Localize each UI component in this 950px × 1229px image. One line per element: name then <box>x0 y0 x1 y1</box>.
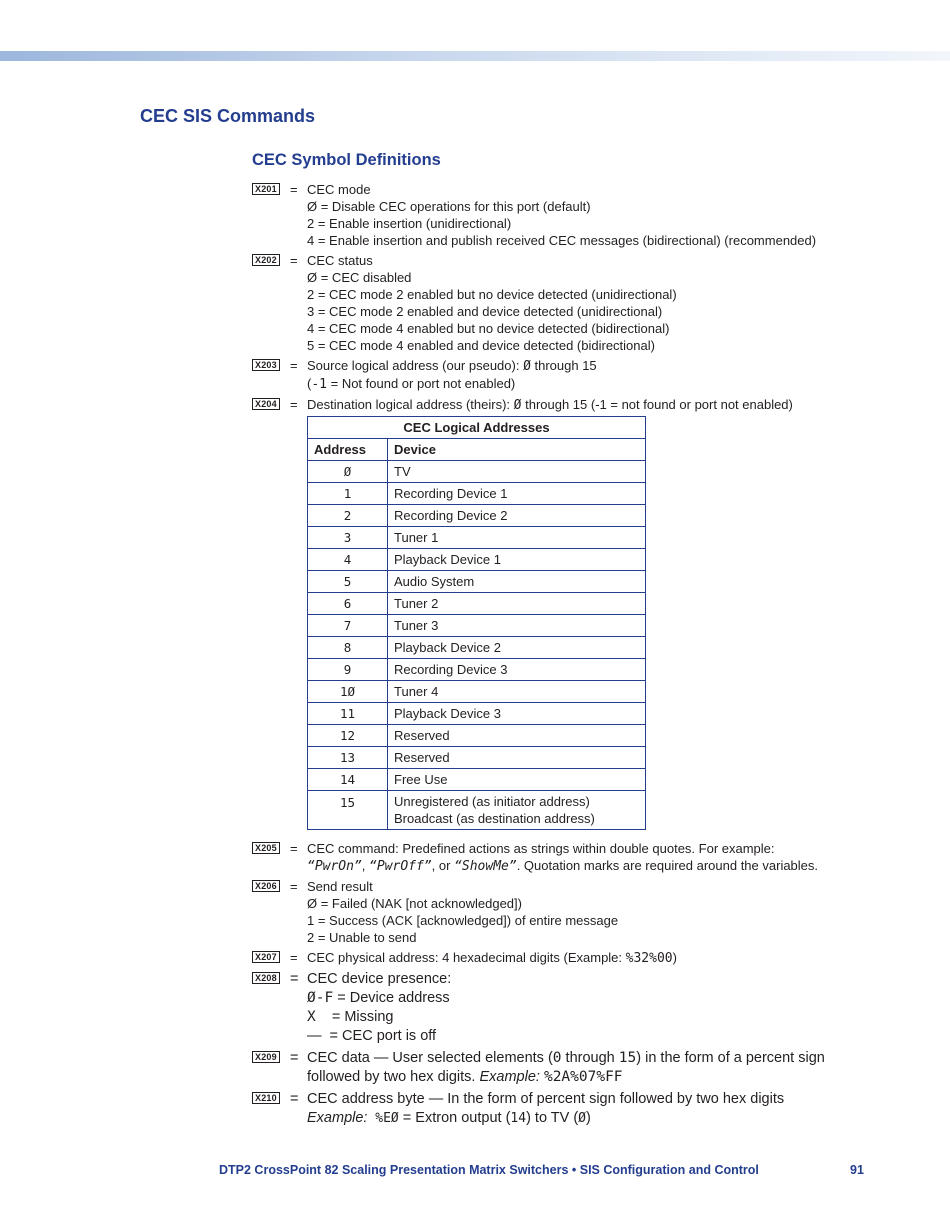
def-line <box>307 989 892 1008</box>
def-line: 4 = Enable insertion and publish received CEC messages (bidirectional) (recommended) <box>307 233 817 248</box>
def-text: ) to TV ( <box>526 1110 579 1126</box>
def-line: 4 = CEC mode 4 enabled but no device detected (bidirectional) <box>307 321 670 336</box>
table-row <box>308 571 646 593</box>
def-line: 1 = Success (ACK [acknowledged]) of entire message <box>307 913 619 928</box>
def-code: -1 <box>311 377 327 392</box>
symbol-tag: X209 <box>252 1051 280 1063</box>
device-cell: Reserved <box>388 747 646 769</box>
def-text: through 15 <box>530 358 597 373</box>
equals-sign: = <box>290 841 298 856</box>
def-text: ) <box>586 1110 591 1126</box>
device-line: Unregistered (as initiator address) <box>394 794 590 809</box>
def-code: — <box>307 1028 322 1044</box>
def-text: = Missing <box>315 1009 394 1025</box>
table-body <box>308 461 646 830</box>
symbol-tag: X204 <box>252 398 280 410</box>
table-row <box>308 505 646 527</box>
def-line: 2 = CEC mode 2 enabled but no device detected (unidirectional) <box>307 287 677 302</box>
column-header-address: Address <box>308 439 388 461</box>
page-number: 91 <box>850 1163 864 1177</box>
def-x202 <box>252 252 892 354</box>
def-code: Ø <box>578 1111 586 1126</box>
table-row <box>308 527 646 549</box>
def-line <box>307 1027 892 1046</box>
def-x205 <box>252 840 892 875</box>
device-cell: TV <box>388 461 646 483</box>
address-cell: 14 <box>308 769 388 791</box>
equals-sign: = <box>290 879 298 894</box>
def-text: , or <box>431 858 455 873</box>
address-cell: 8 <box>308 637 388 659</box>
def-x203 <box>252 357 892 393</box>
device-cell: Audio System <box>388 571 646 593</box>
device-cell: Tuner 4 <box>388 681 646 703</box>
def-text: ( <box>307 376 312 391</box>
table-row <box>308 703 646 725</box>
table-row <box>308 769 646 791</box>
address-cell: 7 <box>308 615 388 637</box>
def-text: = Not found or port not enabled) <box>327 376 516 391</box>
def-text: ) in the form of a percent sign <box>636 1050 825 1066</box>
address-cell: 1Ø <box>308 681 388 703</box>
def-line <box>307 1008 892 1027</box>
def-x209 <box>252 1049 892 1087</box>
def-line <box>307 375 892 393</box>
def-line: Ø = Disable CEC operations for this port (default) <box>307 199 591 214</box>
equals-sign: = <box>290 397 298 412</box>
def-title: CEC command: Predefined actions as strings within double quotes. For example: <box>307 841 775 856</box>
def-text: , <box>361 858 370 873</box>
symbol-tag: X210 <box>252 1092 280 1104</box>
address-cell: 4 <box>308 549 388 571</box>
def-x210 <box>252 1090 892 1128</box>
def-code: %2A%07%FF <box>543 1069 623 1085</box>
table-row <box>308 681 646 703</box>
device-cell: Playback Device 2 <box>388 637 646 659</box>
address-cell: 11 <box>308 703 388 725</box>
def-line <box>307 1109 892 1128</box>
def-text: Example: <box>479 1069 540 1085</box>
def-code: 14 <box>510 1111 527 1126</box>
def-title: CEC mode <box>307 182 371 197</box>
def-title: Send result <box>307 879 373 894</box>
address-cell: 1 <box>308 483 388 505</box>
def-text: . Quotation marks are required around the variables. <box>516 858 819 873</box>
table-row <box>308 549 646 571</box>
device-cell: Tuner 1 <box>388 527 646 549</box>
def-x208 <box>252 970 892 1046</box>
def-x207 <box>252 949 892 967</box>
device-cell: Free Use <box>388 769 646 791</box>
def-text: ) <box>672 950 677 965</box>
def-text: CEC data — User selected elements ( <box>307 1050 553 1066</box>
device-cell: Recording Device 2 <box>388 505 646 527</box>
address-cell: 13 <box>308 747 388 769</box>
equals-sign: = <box>290 1050 299 1066</box>
table-row <box>308 747 646 769</box>
def-code: %32%00 <box>625 951 673 966</box>
def-code: Ø <box>513 398 522 413</box>
device-cell: Tuner 3 <box>388 615 646 637</box>
def-line: 2 = Unable to send <box>307 930 417 945</box>
table-row <box>308 593 646 615</box>
def-code: Ø <box>523 359 531 374</box>
symbol-tag: X202 <box>252 254 280 266</box>
device-cell <box>388 791 646 830</box>
def-text: Destination logical address (theirs): <box>307 397 514 412</box>
def-line: Ø = Failed (NAK [not acknowledged]) <box>307 896 522 911</box>
address-cell: Ø <box>308 461 388 483</box>
address-cell: 15 <box>308 791 388 830</box>
section-title: CEC SIS Commands <box>140 106 316 126</box>
def-text: = Extron output ( <box>398 1110 511 1126</box>
device-cell: Tuner 2 <box>388 593 646 615</box>
equals-sign: = <box>290 253 298 268</box>
def-x204 <box>252 396 892 830</box>
address-cell: 2 <box>308 505 388 527</box>
def-text: through 15 (-1 = not found or port not enabled) <box>521 397 793 412</box>
device-cell: Playback Device 1 <box>388 549 646 571</box>
symbol-tag: X203 <box>252 359 280 371</box>
def-x206 <box>252 878 892 946</box>
equals-sign: = <box>290 182 298 197</box>
column-header-device: Device <box>388 439 646 461</box>
def-text: through <box>561 1050 619 1066</box>
def-code: 0 <box>552 1050 562 1066</box>
def-title: CEC device presence: <box>307 971 452 987</box>
address-cell: 5 <box>308 571 388 593</box>
address-cell: 9 <box>308 659 388 681</box>
device-cell: Reserved <box>388 725 646 747</box>
equals-sign: = <box>290 971 299 987</box>
table-row <box>308 725 646 747</box>
page-footer: DTP2 CrossPoint 82 Scaling Presentation Matrix Switchers • SIS Configuration and Control <box>219 1163 759 1177</box>
def-title: CEC address byte — In the form of percent sign followed by two hex digits <box>307 1091 785 1107</box>
table-row <box>308 791 646 830</box>
table-row <box>308 659 646 681</box>
device-cell: Playback Device 3 <box>388 703 646 725</box>
def-title <box>307 357 892 375</box>
def-code: 15 <box>618 1050 637 1066</box>
def-code: %EØ <box>367 1111 399 1126</box>
def-text: Example: <box>307 1110 368 1126</box>
device-cell: Recording Device 3 <box>388 659 646 681</box>
def-line <box>307 857 892 875</box>
def-text: = Device address <box>333 990 450 1006</box>
equals-sign: = <box>290 950 298 965</box>
def-title <box>307 1049 892 1068</box>
table-row <box>308 615 646 637</box>
def-text: followed by two hex digits. <box>307 1069 480 1085</box>
def-line: 3 = CEC mode 2 enabled and device detected (unidirectional) <box>307 304 663 319</box>
cec-logical-addresses-table <box>307 416 646 830</box>
symbol-tag: X206 <box>252 880 280 892</box>
symbol-tag: X208 <box>252 972 280 984</box>
def-title: CEC status <box>307 253 373 268</box>
example-command: “PwrOn” <box>307 859 362 874</box>
def-title <box>307 396 892 414</box>
table-row <box>308 637 646 659</box>
device-line: Broadcast (as destination address) <box>394 811 595 826</box>
example-command: “ShowMe” <box>454 859 517 874</box>
def-code: Ø-F <box>307 990 334 1006</box>
equals-sign: = <box>290 358 298 373</box>
def-line <box>307 1068 892 1087</box>
def-title <box>307 949 892 967</box>
def-code: X <box>307 1009 316 1025</box>
symbol-tag: X207 <box>252 951 280 963</box>
def-line: 2 = Enable insertion (unidirectional) <box>307 216 512 231</box>
table-row <box>308 461 646 483</box>
def-line: Ø = CEC disabled <box>307 270 412 285</box>
table-title: CEC Logical Addresses <box>308 417 646 439</box>
table-row <box>308 483 646 505</box>
address-cell: 3 <box>308 527 388 549</box>
subsection-title: CEC Symbol Definitions <box>252 151 441 169</box>
def-text: CEC physical address: 4 hexadecimal digits (Example: <box>307 950 626 965</box>
equals-sign: = <box>290 1091 299 1107</box>
header-gradient-bar <box>0 51 950 61</box>
symbol-tag: X201 <box>252 183 280 195</box>
def-text: = CEC port is off <box>321 1028 437 1044</box>
device-cell: Recording Device 1 <box>388 483 646 505</box>
example-command: “PwrOff” <box>369 859 432 874</box>
def-x201 <box>252 181 892 249</box>
def-text: Source logical address (our pseudo): <box>307 358 524 373</box>
address-cell: 12 <box>308 725 388 747</box>
def-line: 5 = CEC mode 4 enabled and device detected (bidirectional) <box>307 338 655 353</box>
symbol-tag: X205 <box>252 842 280 854</box>
address-cell: 6 <box>308 593 388 615</box>
symbol-definitions <box>252 181 892 1131</box>
